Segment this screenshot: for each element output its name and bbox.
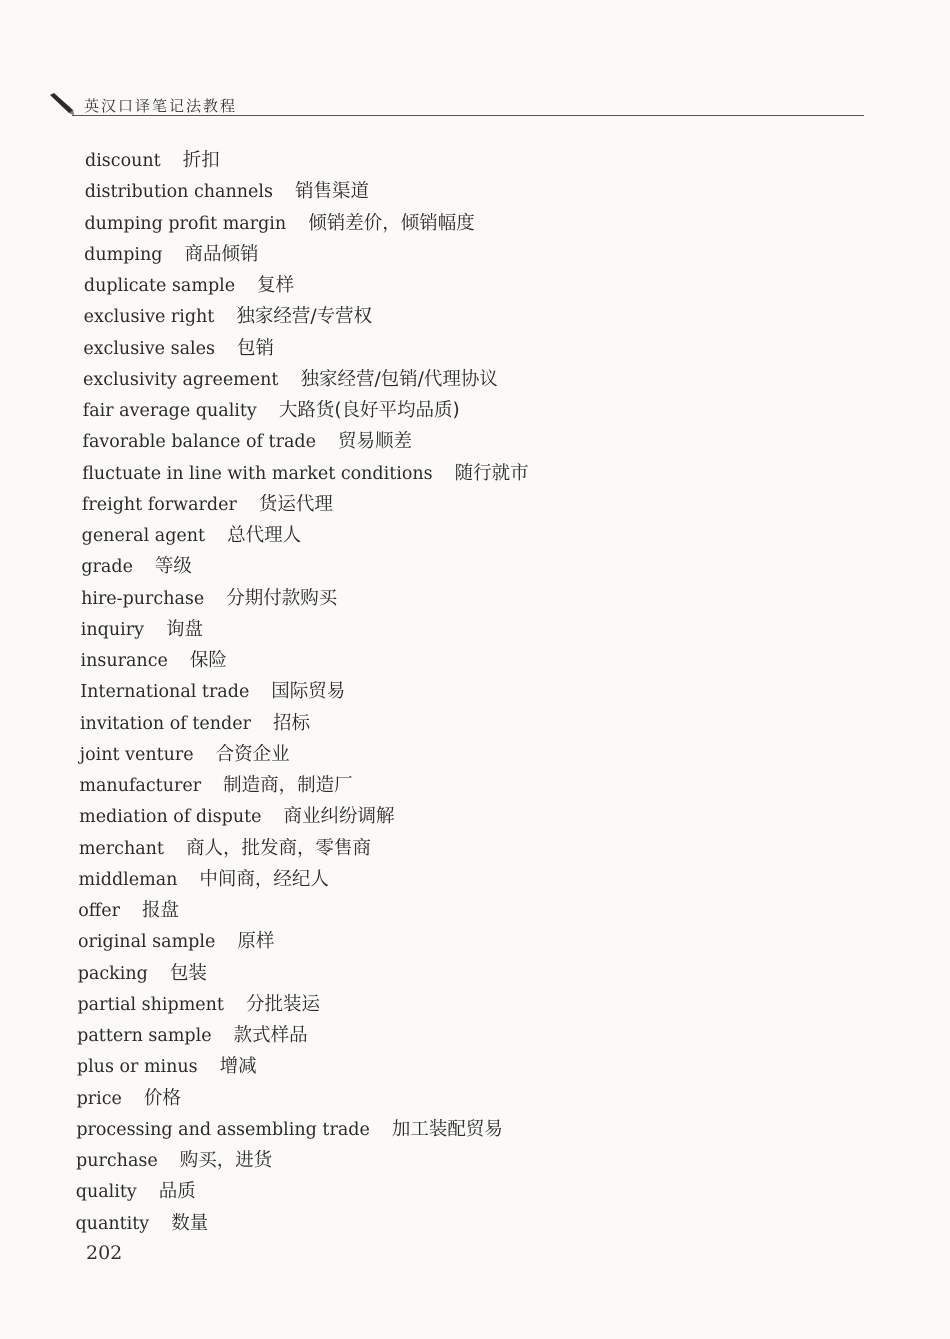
glossary-entry — [80, 680, 345, 704]
term-english: duplicate sample — [83, 276, 236, 296]
term-english: processing and assembling trade — [76, 1119, 370, 1140]
term-chinese: 商业纠纷调解 — [283, 806, 395, 828]
term-english: freight forwarder — [81, 494, 237, 515]
term-english: plus or minus — [76, 1057, 198, 1078]
term-chinese: 分期付款购买 — [226, 587, 338, 609]
term-english: merchant — [78, 838, 164, 859]
term-chinese: 价格 — [143, 1087, 181, 1109]
glossary-entry — [83, 399, 460, 423]
term-english: price — [76, 1088, 122, 1109]
term-english: quality — [75, 1182, 137, 1203]
term-chinese: 购买，进货 — [179, 1150, 273, 1171]
glossary-entry — [80, 712, 310, 736]
glossary-entry — [82, 462, 528, 486]
term-chinese: 保险 — [189, 650, 227, 671]
term-english: packing — [77, 963, 148, 984]
glossary-entry — [79, 837, 371, 861]
term-chinese: 原样 — [237, 931, 275, 953]
term-english: distribution channels — [84, 182, 273, 203]
term-chinese: 总代理人 — [227, 525, 302, 546]
term-english: dumping — [84, 244, 163, 265]
glossary-entry — [77, 1024, 307, 1048]
glossary-entry — [78, 962, 207, 986]
term-chinese: 询盘 — [166, 618, 204, 640]
term-english: hire-purchase — [81, 588, 205, 609]
term-chinese: 招标 — [272, 712, 310, 734]
term-english: joint venture — [79, 744, 194, 765]
term-chinese: 包销 — [236, 337, 274, 359]
glossary-entry — [81, 618, 203, 642]
glossary-entry — [77, 1055, 257, 1079]
glossary-entry — [84, 274, 294, 298]
term-english: middleman — [78, 869, 178, 890]
term-english: pattern sample — [77, 1026, 212, 1046]
glossary-entry — [85, 149, 220, 173]
term-chinese: 分批装运 — [245, 993, 320, 1015]
glossary-entry — [77, 993, 320, 1017]
term-chinese: 加工装配贸易 — [391, 1118, 503, 1140]
term-chinese: 国际贸易 — [271, 681, 346, 703]
term-english: International trade — [80, 682, 250, 703]
glossary-entry — [76, 1180, 196, 1204]
glossary-entry — [85, 180, 369, 204]
glossary-entry — [79, 774, 352, 798]
glossary-entry — [83, 368, 498, 392]
term-english: fair average quality — [82, 401, 257, 421]
term-chinese: 复样 — [257, 275, 295, 296]
term-english: offer — [78, 901, 120, 921]
glossary-entry — [79, 868, 329, 892]
term-english: partial shipment — [77, 994, 224, 1015]
glossary-entry — [81, 587, 337, 611]
term-english: exclusivity agreement — [83, 369, 279, 390]
page-number: 202 — [86, 1242, 123, 1264]
term-english: exclusive sales — [83, 338, 215, 359]
glossary-entry — [83, 337, 274, 361]
term-english: manufacturer — [79, 776, 202, 796]
term-chinese: 倾销差价，倾销幅度 — [308, 212, 475, 234]
term-chinese: 合资企业 — [215, 743, 290, 765]
glossary-entry — [82, 430, 412, 454]
term-chinese: 折扣 — [182, 150, 220, 171]
term-english: general agent — [81, 526, 206, 546]
glossary-entry — [81, 649, 227, 673]
term-chinese: 数量 — [171, 1212, 209, 1234]
glossary-entry — [84, 212, 474, 236]
glossary-entry — [79, 805, 394, 829]
term-chinese: 独家经营/包销/代理协议 — [300, 368, 498, 390]
term-chinese: 贸易顺差 — [337, 431, 412, 453]
glossary-entry — [78, 930, 274, 954]
glossary-entry — [75, 1212, 208, 1236]
glossary-entry — [82, 493, 333, 517]
term-chinese: 销售渠道 — [294, 181, 369, 203]
term-chinese: 包装 — [169, 962, 207, 984]
term-english: exclusive right — [83, 307, 215, 328]
term-english: fluctuate in line with market conditions — [82, 463, 433, 484]
glossary-entry — [81, 555, 192, 579]
term-chinese: 款式样品 — [233, 1025, 308, 1046]
term-chinese: 等级 — [154, 556, 192, 578]
glossary-entry — [84, 305, 372, 329]
glossary-entry — [76, 1149, 272, 1173]
glossary-entry — [80, 743, 290, 767]
term-english: favorable balance of trade — [82, 432, 316, 453]
term-english: original sample — [78, 932, 216, 953]
term-chinese: 大路货(良好平均品质) — [278, 400, 460, 421]
term-chinese: 增减 — [219, 1056, 257, 1078]
term-english: dumping profit margin — [84, 213, 287, 234]
term-english: purchase — [76, 1151, 158, 1171]
glossary-entry — [77, 1087, 181, 1111]
term-chinese: 品质 — [158, 1181, 196, 1203]
glossary-entry — [82, 524, 301, 548]
term-english: grade — [81, 557, 133, 578]
book-title: 英汉口译笔记法教程 — [84, 97, 238, 115]
glossary-entry — [76, 1118, 503, 1142]
term-english: quantity — [75, 1213, 150, 1234]
term-chinese: 中间商，经纪人 — [199, 868, 329, 890]
term-chinese: 商人，批发商，零售商 — [185, 837, 371, 859]
glossary-entry — [84, 243, 258, 267]
term-english: mediation of dispute — [79, 807, 262, 828]
term-chinese: 商品倾销 — [184, 243, 259, 265]
term-chinese: 制造商，制造厂 — [223, 775, 353, 796]
term-english: invitation of tender — [79, 713, 251, 734]
term-english: inquiry — [80, 619, 144, 640]
term-english: insurance — [80, 651, 168, 671]
glossary-entry — [78, 899, 179, 923]
term-chinese: 独家经营/专营权 — [236, 306, 373, 328]
term-chinese: 随行就市 — [454, 462, 529, 484]
term-english: discount — [85, 151, 161, 171]
term-chinese: 货运代理 — [258, 493, 333, 515]
term-chinese: 报盘 — [141, 900, 179, 921]
